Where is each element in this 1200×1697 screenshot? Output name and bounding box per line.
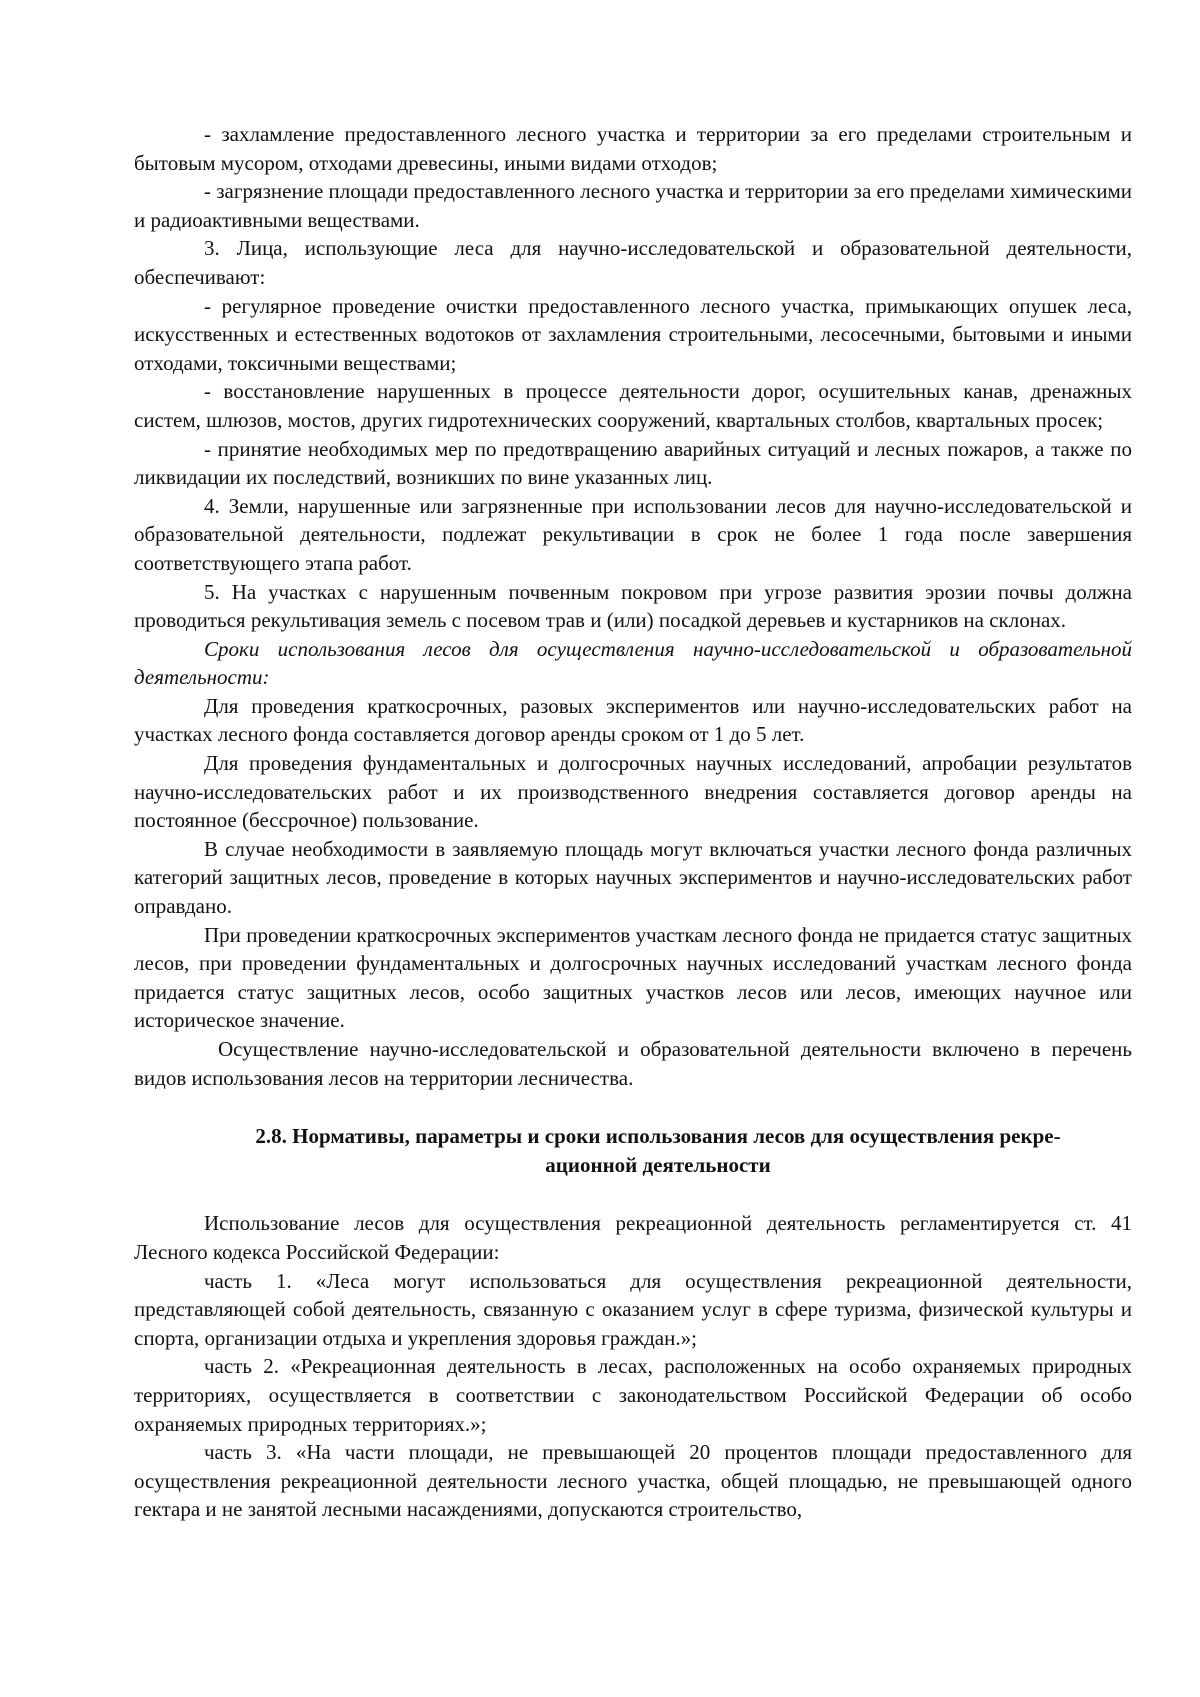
section-heading: [134, 1122, 1132, 1179]
paragraph: - принятие необходимых мер по предотвращению аварийных ситуаций и лесных пожаров, а также по ликвидации их последствий, возникших по вине указанных лиц.: [134, 436, 1132, 490]
section-heading-line: ационной деятельности: [545, 1152, 771, 1177]
paragraph: Для проведения фундаментальных и долгосрочных научных исследований, апробации результатов научно-исследовательских работ и их производственного внедрения составляется договор аренды на постоянное (бессрочное) пользование.: [134, 751, 1132, 833]
paragraph: часть 3. «На части площади, не превышающей 20 процентов площади предоставленного для осуществления рекреационной деятельности лесного участка, общей площадью, не превышающей одного гектара и не занятой лесными насаждениями, допускаются строительство,: [134, 1440, 1132, 1522]
paragraph: - захламление предоставленного лесного участка и территории за его пределами строительным и бытовым мусором, отходами древесины, иными видами отходов;: [134, 122, 1132, 175]
paragraph: Для проведения краткосрочных, разовых экспериментов или научно-исследовательских работ на участках лесного фонда составляется договор аренды сроком от 1 до 5 лет.: [134, 693, 1132, 747]
paragraph: - регулярное проведение очистки предоставленного лесного участка, примыкающих опушек леса, искусственных и естественных водотоков от захламления строительными, лесосечными, бытовыми и иными отходами, токсичными веществами;: [134, 293, 1132, 375]
paragraph: В случае необходимости в заявляемую площадь могут включаться участки лесного фонда различных категорий защитных лесов, проведение в которых научных экспериментов и научно-исследовательских работ оправдано.: [134, 836, 1132, 919]
section-heading-line: 2.8. Нормативы, параметры и сроки использования лесов для осуществления рекре-: [255, 1124, 1061, 1149]
paragraph: 3. Лица, использующие леса для научно-исследовательской и образовательной деятельности, обеспечивают:: [134, 236, 1132, 289]
italic-subheading: Сроки использования лесов для осуществления научно-исследовательской и образовательной деятельности:: [134, 636, 1132, 690]
paragraph: - восстановление нарушенных в процессе деятельности дорог, осушительных канав, дренажных систем, шлюзов, мостов, других гидротехнических сооружений, квартальных столбов, квартальных просек;: [134, 379, 1132, 432]
paragraph: 4. Земли, нарушенные или загрязненные при использовании лесов для научно-исследовательской и образовательной деятельности, подлежат рекультивации в срок не более 1 года после завершения соответствующего этапа работ.: [134, 493, 1132, 575]
paragraph: 5. На участках с нарушенным почвенным покровом при угрозе развития эрозии почвы должна проводиться рекультивация земель с посевом трав и (или) посадкой деревьев и кустарников на склонах.: [134, 579, 1132, 633]
paragraph: часть 2. «Рекреационная деятельность в лесах, расположенных на особо охраняемых природных территориях, осуществляется в соответствии с законодательством Российской Федерации об особо охраняемых природных территориях.»;: [134, 1354, 1132, 1436]
paragraph: Осуществление научно-исследовательской и образовательной деятельности включено в перечень видов использования лесов на территории лесничества.: [134, 1037, 1132, 1090]
paragraph: часть 1. «Леса могут использоваться для осуществления рекреационной деятельности, представляющей собой деятельность, связанную с оказанием услуг в сфере туризма, физической культуры и спорта, организации отдыха и укрепления здоровья граждан.»;: [134, 1268, 1132, 1350]
paragraph: Использование лесов для осуществления рекреационной деятельность регламентируется ст. 41 Лесного кодекса Российской Федерации:: [134, 1211, 1132, 1264]
document-page: [134, 120, 1132, 1524]
paragraph: При проведении краткосрочных экспериментов участкам лесного фонда не придается статус защитных лесов, при проведении фундаментальных и долгосрочных научных исследований участкам лесного фонда придается статус защитных лесов, особо защитных участков лесов или лесов, имеющих научное или историческое значение.: [134, 922, 1132, 1033]
paragraph: - загрязнение площади предоставленного лесного участка и территории за его пределами химическими и радиоактивными веществами.: [134, 179, 1132, 232]
